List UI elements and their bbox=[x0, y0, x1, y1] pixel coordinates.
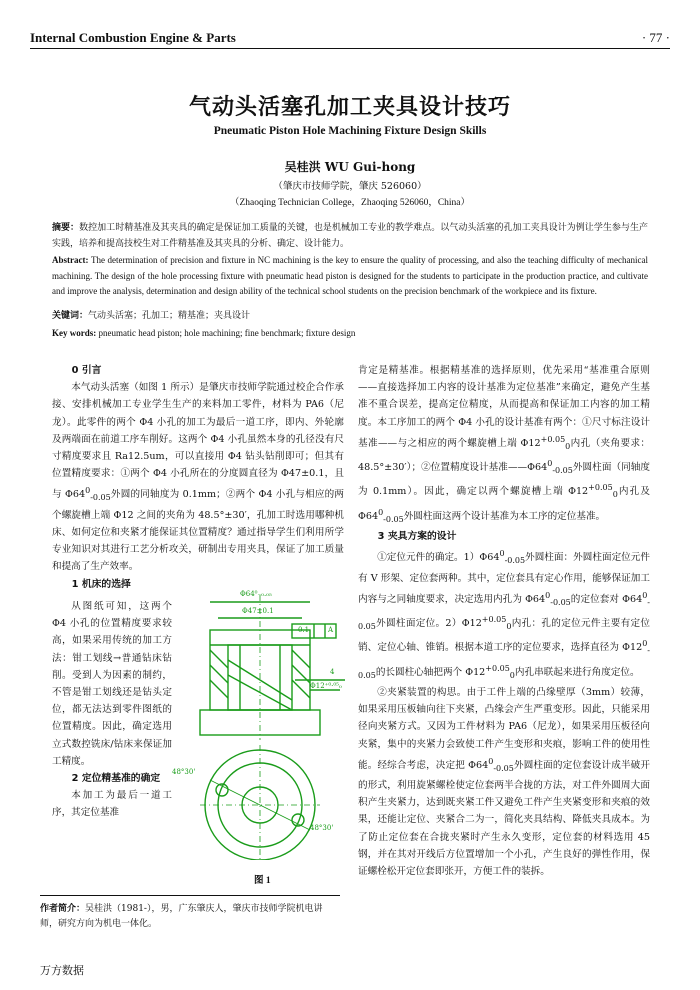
section-heading-datum: 2 定位精基准的确定 bbox=[71, 773, 161, 785]
gdt-tolerance: 0.1 bbox=[298, 626, 310, 634]
rc-text: 肯定是精基准。根据精基准的选择原则，优先采用“基准重合原则——直接选择加工内容的设计基准为定位基准”来确定，避免产生基准不重合误差，提高定位精度，从而提高和保证加工内容的加工精度。本工序加工的两个 Φ4 小孔的设计基准有两个：①尺寸标注设计基准——与之相应的两个螺旋槽上端 Φ12 bbox=[358, 365, 650, 449]
tol: 0 bbox=[612, 490, 618, 500]
tol: -0.05 bbox=[358, 597, 650, 632]
tol: +0.05 bbox=[588, 483, 613, 493]
tol: -0.05 bbox=[550, 597, 571, 607]
tol: +0.05 bbox=[481, 615, 507, 624]
tol: 0 bbox=[85, 486, 91, 496]
keywords-en-text: pneumatic head piston; hole machining; fine benchmark; fixture design bbox=[98, 328, 356, 338]
left-column bbox=[52, 362, 344, 593]
angle-1-label: 48°30' bbox=[172, 768, 196, 776]
page-number: · 77 · bbox=[641, 30, 670, 45]
tol: 0 bbox=[642, 639, 648, 649]
watermark: 万方数据 bbox=[40, 964, 84, 977]
rc-text: ①定位元件的确定。1）Φ64 bbox=[377, 552, 500, 564]
tol: 0 bbox=[545, 590, 551, 600]
journal-name: Internal Combustion Engine & Parts bbox=[30, 30, 236, 45]
rc-text: 的定位套对 Φ64 bbox=[570, 593, 643, 605]
rc-text: ②夹紧装置的构思。由于工件上端的凸缘壁厚（3mm）较薄，如果采用压板轴向往下夹紧，凸缘会产生严重变形。因此，只能采用径向夹紧方式。又因为工件材料为 PA6（尼龙），如果采用压板径向夹紧，集中的夹紧力会致使工件产生变形和夹痕，影响工件的使用性能。经综合考虑，决定把 Φ64 bbox=[358, 686, 650, 771]
rc-text: 内孔串联起来进行角度定位。 bbox=[514, 666, 640, 678]
rc-text: 外圆柱面（同轴度为 0.1mm）。因此，确定以两个螺旋槽上端 Φ12 bbox=[358, 462, 651, 498]
paragraph-datum: 本加工为最后一道工序，其定位基准 bbox=[52, 790, 172, 819]
rc-text: 的长圆柱心轴把两个 Φ12 bbox=[375, 666, 486, 678]
tol: -0.05 bbox=[504, 556, 526, 566]
rc-text: 内孔：孔的定位元件主要有定位销、定位心轴、锥销。根据本道工序的定位要求，选择直径为 Φ12 bbox=[358, 618, 650, 654]
abstract-en bbox=[52, 253, 648, 300]
dim-47-label: Φ47±0.1 bbox=[242, 607, 274, 615]
intro-text: 本气动头活塞（如图 1 所示）是肇庆市技师学院通过校企合作承接、安排机械加工专业学生生产的来料加工零件，材料为 PA6（尼龙）。此零件的两个 Φ4 小孔的加工为最后一道工序，即内、外轮廓及两端面在前道工序车削好。这两个 Φ4 小孔虽然本身的孔径没有尺寸精度要求且 Ra12.5um，可以直接用 Φ4 钻头钻削即可；但其有位置精度要求：①两个 Φ4 小孔所在的分度圆直径为 Φ47±0.1，且与 Φ64 bbox=[52, 382, 344, 501]
section-heading-intro: 0 引言 bbox=[71, 365, 102, 376]
footnote-text: 吴桂洪（1981-），男，广东肇庆人，肇庆市技师学院机电讲师，研究方向为机电一体化。 bbox=[40, 904, 323, 929]
page-header bbox=[30, 26, 670, 49]
section-heading-fixture: 3 夹具方案的设计 bbox=[377, 531, 457, 542]
intro-text-b: 外圆的同轴度为 0.1mm；②两个 Φ4 小孔与相应的两个螺旋槽上端 Φ12 之间的夹角为 48.5°±30′，孔加工时选用哪种机床、如何定位和夹紧才能保证其位置精度？通过指导学生们利用所学专业知识对其进行工艺分析攻关，研制出专用夹具，保证了加工质量和提高了生产效率。 bbox=[52, 489, 344, 573]
keywords-en-label: Key words: bbox=[52, 328, 97, 338]
tol: +0.05 bbox=[540, 434, 566, 444]
keywords-cn-label: 关键词： bbox=[52, 311, 89, 321]
dim-12-label: Φ12⁺⁰·⁰⁵₀ bbox=[310, 682, 342, 690]
abstract-cn-label: 摘要： bbox=[52, 223, 80, 233]
author-footnote bbox=[40, 895, 340, 932]
keywords-cn bbox=[52, 309, 648, 325]
abstract-en-text: The determination of precision and fixture in NC machining is the key to ensure the quality of processing, and also the teaching difficulty of mechanical machining. The design of the hole processing fixture with pneumatic head piston is designed for the students to participate in the production practice, and cultivate and improve the analysis, determination and design ability of the technical school students on the precision benchmark of the workpiece and its fixture. bbox=[52, 255, 648, 296]
paragraph-clamping bbox=[358, 684, 650, 880]
rc-text: 外圆柱面：外圆柱面定位元件有 V 形架、定位套两种。其中，定位套具有定心作用，能够保证加工内容与之同轴度要求，决定选用内孔为 Φ64 bbox=[358, 552, 650, 605]
affiliation-en: （Zhaoqing Technician College，Zhaoqing 526060，China） bbox=[229, 198, 471, 208]
tol: 0 bbox=[499, 549, 505, 559]
right-column bbox=[358, 362, 650, 880]
gdt-datum: A bbox=[328, 626, 334, 634]
tol: 0 bbox=[509, 670, 515, 680]
left-narrow-column bbox=[52, 598, 172, 822]
paper-title-en: Pneumatic Piston Hole Machining Fixture Design Skills bbox=[213, 125, 487, 137]
angle-2-label: 48°30' bbox=[310, 824, 334, 832]
tol: 0 bbox=[547, 459, 553, 469]
figure-1 bbox=[170, 590, 350, 860]
paragraph-datum-cont bbox=[358, 362, 650, 528]
tol: -0.05 bbox=[383, 514, 404, 524]
abstract-en-label: Abstract: bbox=[52, 255, 89, 265]
tol: -0.05 bbox=[358, 646, 650, 680]
dim-64-label: Φ64⁰₋₀.₀₅ bbox=[240, 590, 272, 598]
tol: 0 bbox=[506, 622, 512, 632]
rc-text: 外圆柱面的定位套设计成半破开的形式，利用旋紧螺栓使定位套两半合拢的方法，对工件外圆周大面积产生夹紧力，达到既夹紧工件又避免工件产生夹紧变形和夹痕的效果，还能让定位、夹紧合二为一，简化夹具结构、降低夹具成本。为了防止定位套在合拢夹紧时产生永久变形，定位套的材料选用 45 钢，并在其对开线后方位置增加一个小孔，产生良好的弹性作用，保证螺栓松开定位套即张开，方便工件的装拆。 bbox=[358, 759, 650, 878]
author: 吴桂洪 WU Gui-hong bbox=[284, 160, 416, 174]
piston-drawing bbox=[170, 590, 350, 860]
rc-text: 内孔（夹角要求：48.5°±30′）；②位置精度设计基准——Φ64 bbox=[358, 438, 651, 474]
tol: 0 bbox=[378, 507, 384, 517]
rc-text: 内孔及 Φ64 bbox=[358, 486, 651, 522]
figure-caption: 图 1 bbox=[254, 876, 271, 886]
paragraph-intro bbox=[52, 379, 344, 575]
rc-text: 外圆柱面这两个设计基准为本工序的定位基准。 bbox=[403, 510, 606, 522]
section-heading-machine: 1 机床的选择 bbox=[71, 578, 131, 590]
footnote-label: 作者简介： bbox=[40, 904, 86, 914]
tol: -0.05 bbox=[552, 466, 573, 476]
dim-4-label: 4 bbox=[330, 668, 335, 676]
keywords-en bbox=[52, 326, 648, 342]
abstract-cn-text: 数控加工时精基准及其夹具的确定是保证加工质量的关键，也是机械加工专业的教学难点。以气动头活塞的孔加工夹具设计为例让学生参与生产实践，培养和提高技校生对工件精基准及其夹具的分析、确定、设计能力。 bbox=[52, 223, 648, 249]
tol: 0 bbox=[642, 590, 648, 600]
paragraph-locating bbox=[358, 545, 650, 684]
tol: 0 bbox=[565, 441, 571, 451]
tol: +0.05 bbox=[485, 663, 510, 673]
tol: -0.05 bbox=[90, 493, 111, 503]
paragraph-machine: 从图纸可知，这两个 Φ4 小孔的位置精度要求较高，如果采用传统的加工方法：钳工划线→普通钻床钻削。受到人为因素的制约，不管是钳工划线还是钻头定位，都无法达到零件图纸的位置精度。因此，确定选用立式数控铣床/钻床来保证加工精度。 bbox=[52, 601, 172, 767]
rc-text: 外圆柱面定位。2）Φ12 bbox=[375, 618, 482, 630]
tol: -0.05 bbox=[493, 763, 514, 773]
affiliation-cn: （肇庆市技师学院，肇庆 526060） bbox=[273, 181, 427, 192]
abstract-cn bbox=[52, 221, 648, 252]
keywords-cn-text: 气动头活塞；孔加工；精基准；夹具设计 bbox=[88, 311, 251, 321]
tol: 0 bbox=[488, 756, 494, 766]
paper-title-cn: 气动头活塞孔加工夹具设计技巧 bbox=[188, 95, 511, 120]
